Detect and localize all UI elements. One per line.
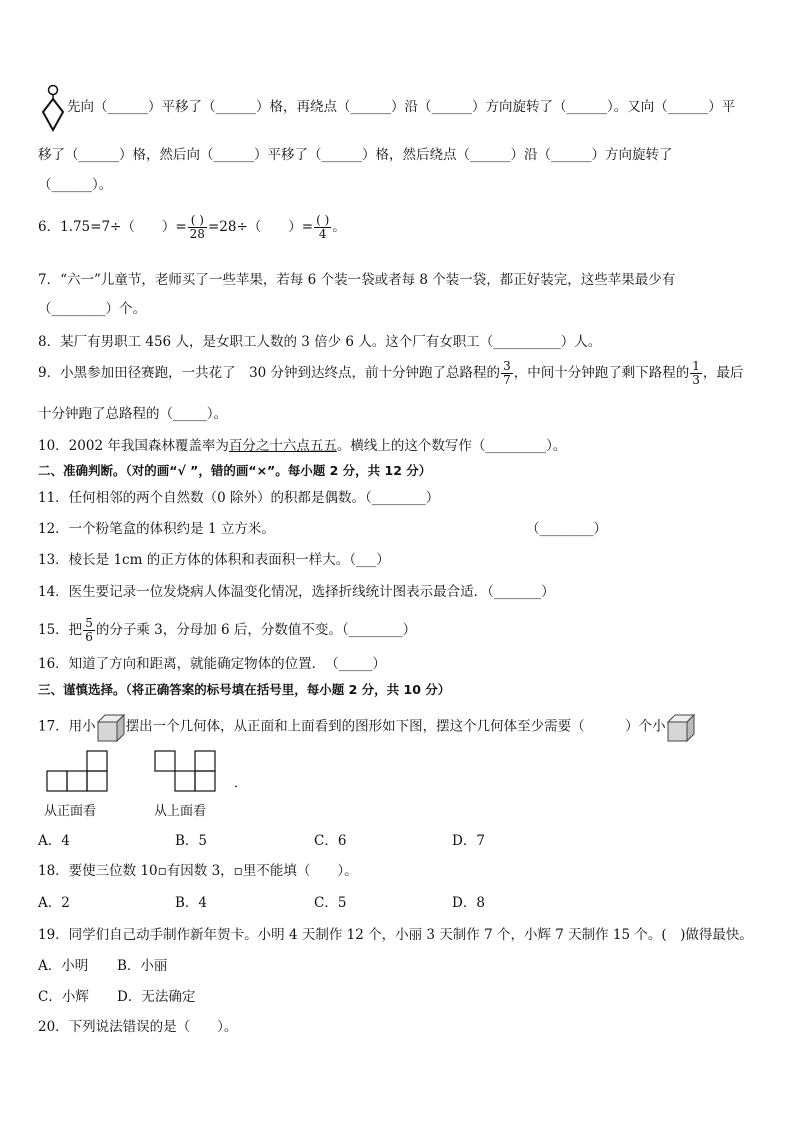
q11: 11．任何相邻的两个自然数（0 除外）的积都是偶数。（________） [38, 490, 440, 506]
top-view-label: 从上面看 [154, 804, 207, 819]
q12-blank: （________） [526, 521, 607, 537]
q10-part2: 。横线上的这个数写作（_________）。 [336, 438, 567, 454]
front-view-label: 从正面看 [44, 804, 97, 819]
q18-option-c: C．5 [314, 895, 347, 911]
q9-fraction-1 [501, 360, 513, 387]
q6-part2: =28÷（ ）= [207, 219, 314, 235]
q19-option-c: C．小辉 [38, 989, 89, 1005]
q10-underlined-number: 百分之十六点五五 [228, 438, 337, 454]
q18-option-a: A．2 [38, 895, 70, 911]
q5-line3: （______）。 [38, 177, 113, 193]
q17-option-b: B．5 [175, 833, 208, 849]
q6-part3: 。 [332, 219, 346, 235]
q9-line1 [38, 360, 743, 387]
q18-option-b: B．4 [175, 895, 208, 911]
q17-option-c: C．6 [314, 833, 347, 849]
front-view-figure [46, 750, 110, 792]
q9-frac2-num: 1 [692, 359, 700, 373]
q6 [38, 214, 346, 241]
q7-line2: （________）个。 [38, 301, 146, 317]
figure-period: ． [234, 776, 248, 791]
q19-option-a: A．小明 [38, 958, 89, 974]
q9-frac1-num: 3 [503, 359, 511, 373]
q18: 18．要使三位数 10▫有因数 3，▫里不能填（ ）。 [38, 863, 358, 879]
small-cube-icon [666, 712, 696, 742]
q9-part3: ，最后 [702, 365, 744, 381]
q7-line1: 7．“六一”儿童节，老师买了一些苹果，若每 6 个装一袋或者每 8 个装一袋，都正好装完，这些苹果最少有 [38, 272, 676, 288]
q15-part1: 15．把 [38, 622, 83, 638]
q15 [38, 617, 416, 644]
q9-line2: 十分钟跑了总路程的（_____）。 [38, 406, 227, 422]
q15-frac-den: 6 [85, 630, 93, 644]
kite-shape-icon [40, 84, 66, 134]
q17-option-d: D．7 [452, 833, 485, 849]
q16: 16．知道了方向和距离，就能确定物体的位置． （_____） [38, 656, 386, 672]
q6-frac2-den: 4 [318, 227, 327, 241]
q6-frac1-num: ( ) [188, 214, 207, 228]
top-view-figure [154, 750, 218, 792]
q10 [38, 437, 566, 455]
q19-option-b: B．小丽 [117, 958, 168, 974]
q5-line2: 移了（______）格，然后向（______）平移了（______）格，然后绕点（______）沿（______）方向旋转了 [38, 147, 673, 163]
section2-heading: 二、准确判断。（对的画“√ ”，错的画“×”。每小题 2 分，共 12 分） [38, 463, 432, 478]
q9-frac2-den: 3 [692, 373, 700, 387]
q5-line1: 先向（______）平移了（______）格，再绕点（______）沿（______）方向旋转了（______）。又向（______）平 [67, 99, 736, 115]
q6-frac2-num: ( ) [316, 213, 330, 227]
q17-part1: 17．用小 [38, 718, 96, 735]
q10-part1: 10．2002 年我国森林覆盖率为 [38, 438, 229, 454]
q17-option-a: A．4 [38, 833, 70, 849]
q9-fraction-2 [690, 360, 702, 387]
q13: 13．棱长是 1cm 的正方体的体积和表面积一样大。（___） [38, 552, 390, 568]
q18-option-d: D．8 [452, 895, 485, 911]
q19-option-d: D．无法确定 [117, 989, 196, 1005]
q9-part1: 9．小黑参加田径赛跑，一共花了 30 分钟到达终点，前十分钟跑了总路程的 [38, 365, 501, 381]
q9-frac1-den: 7 [503, 373, 511, 387]
q15-frac-num: 5 [85, 616, 93, 630]
q20: 20．下列说法错误的是（ ）。 [38, 1019, 238, 1035]
q14: 14．医生要记录一位发烧病人体温变化情况，选择折线统计图表示最合适．（_______） [38, 584, 555, 600]
q15-fraction [83, 617, 95, 644]
q6-part1: 6．1.75=7÷（ ）= [38, 219, 187, 235]
q12-text: 12．一个粉笔盒的体积约是 1 立方米。 [38, 521, 275, 537]
q9-part2: ，中间十分钟跑了剩下路程的 [513, 365, 690, 381]
q19: 19．同学们自己动手制作新年贺卡。小明 4 天制作 12 个，小丽 3 天制作 7 个，小辉 7 天制作 15 个。( )做得最快。 [38, 927, 753, 943]
q6-frac1-den: 28 [189, 227, 205, 241]
q8: 8．某厂有男职工 456 人，是女职工人数的 3 倍少 6 人。这个厂有女职工（__________）人。 [38, 334, 602, 350]
small-cube-icon [96, 712, 126, 742]
q15-part2: 的分子乘 3，分母加 6 后，分数值不变。（________） [95, 622, 417, 638]
q17 [38, 712, 696, 742]
section3-heading: 三、谨慎选择。（将正确答案的标号填在括号里，每小题 2 分，共 10 分） [38, 682, 451, 697]
q6-fraction-1 [188, 214, 207, 241]
q6-fraction-2 [314, 214, 331, 241]
q17-part2: 摆出一个几何体，从正面和上面看到的图形如下图，摆这个几何体至少需要（ ）个小 [125, 718, 666, 735]
